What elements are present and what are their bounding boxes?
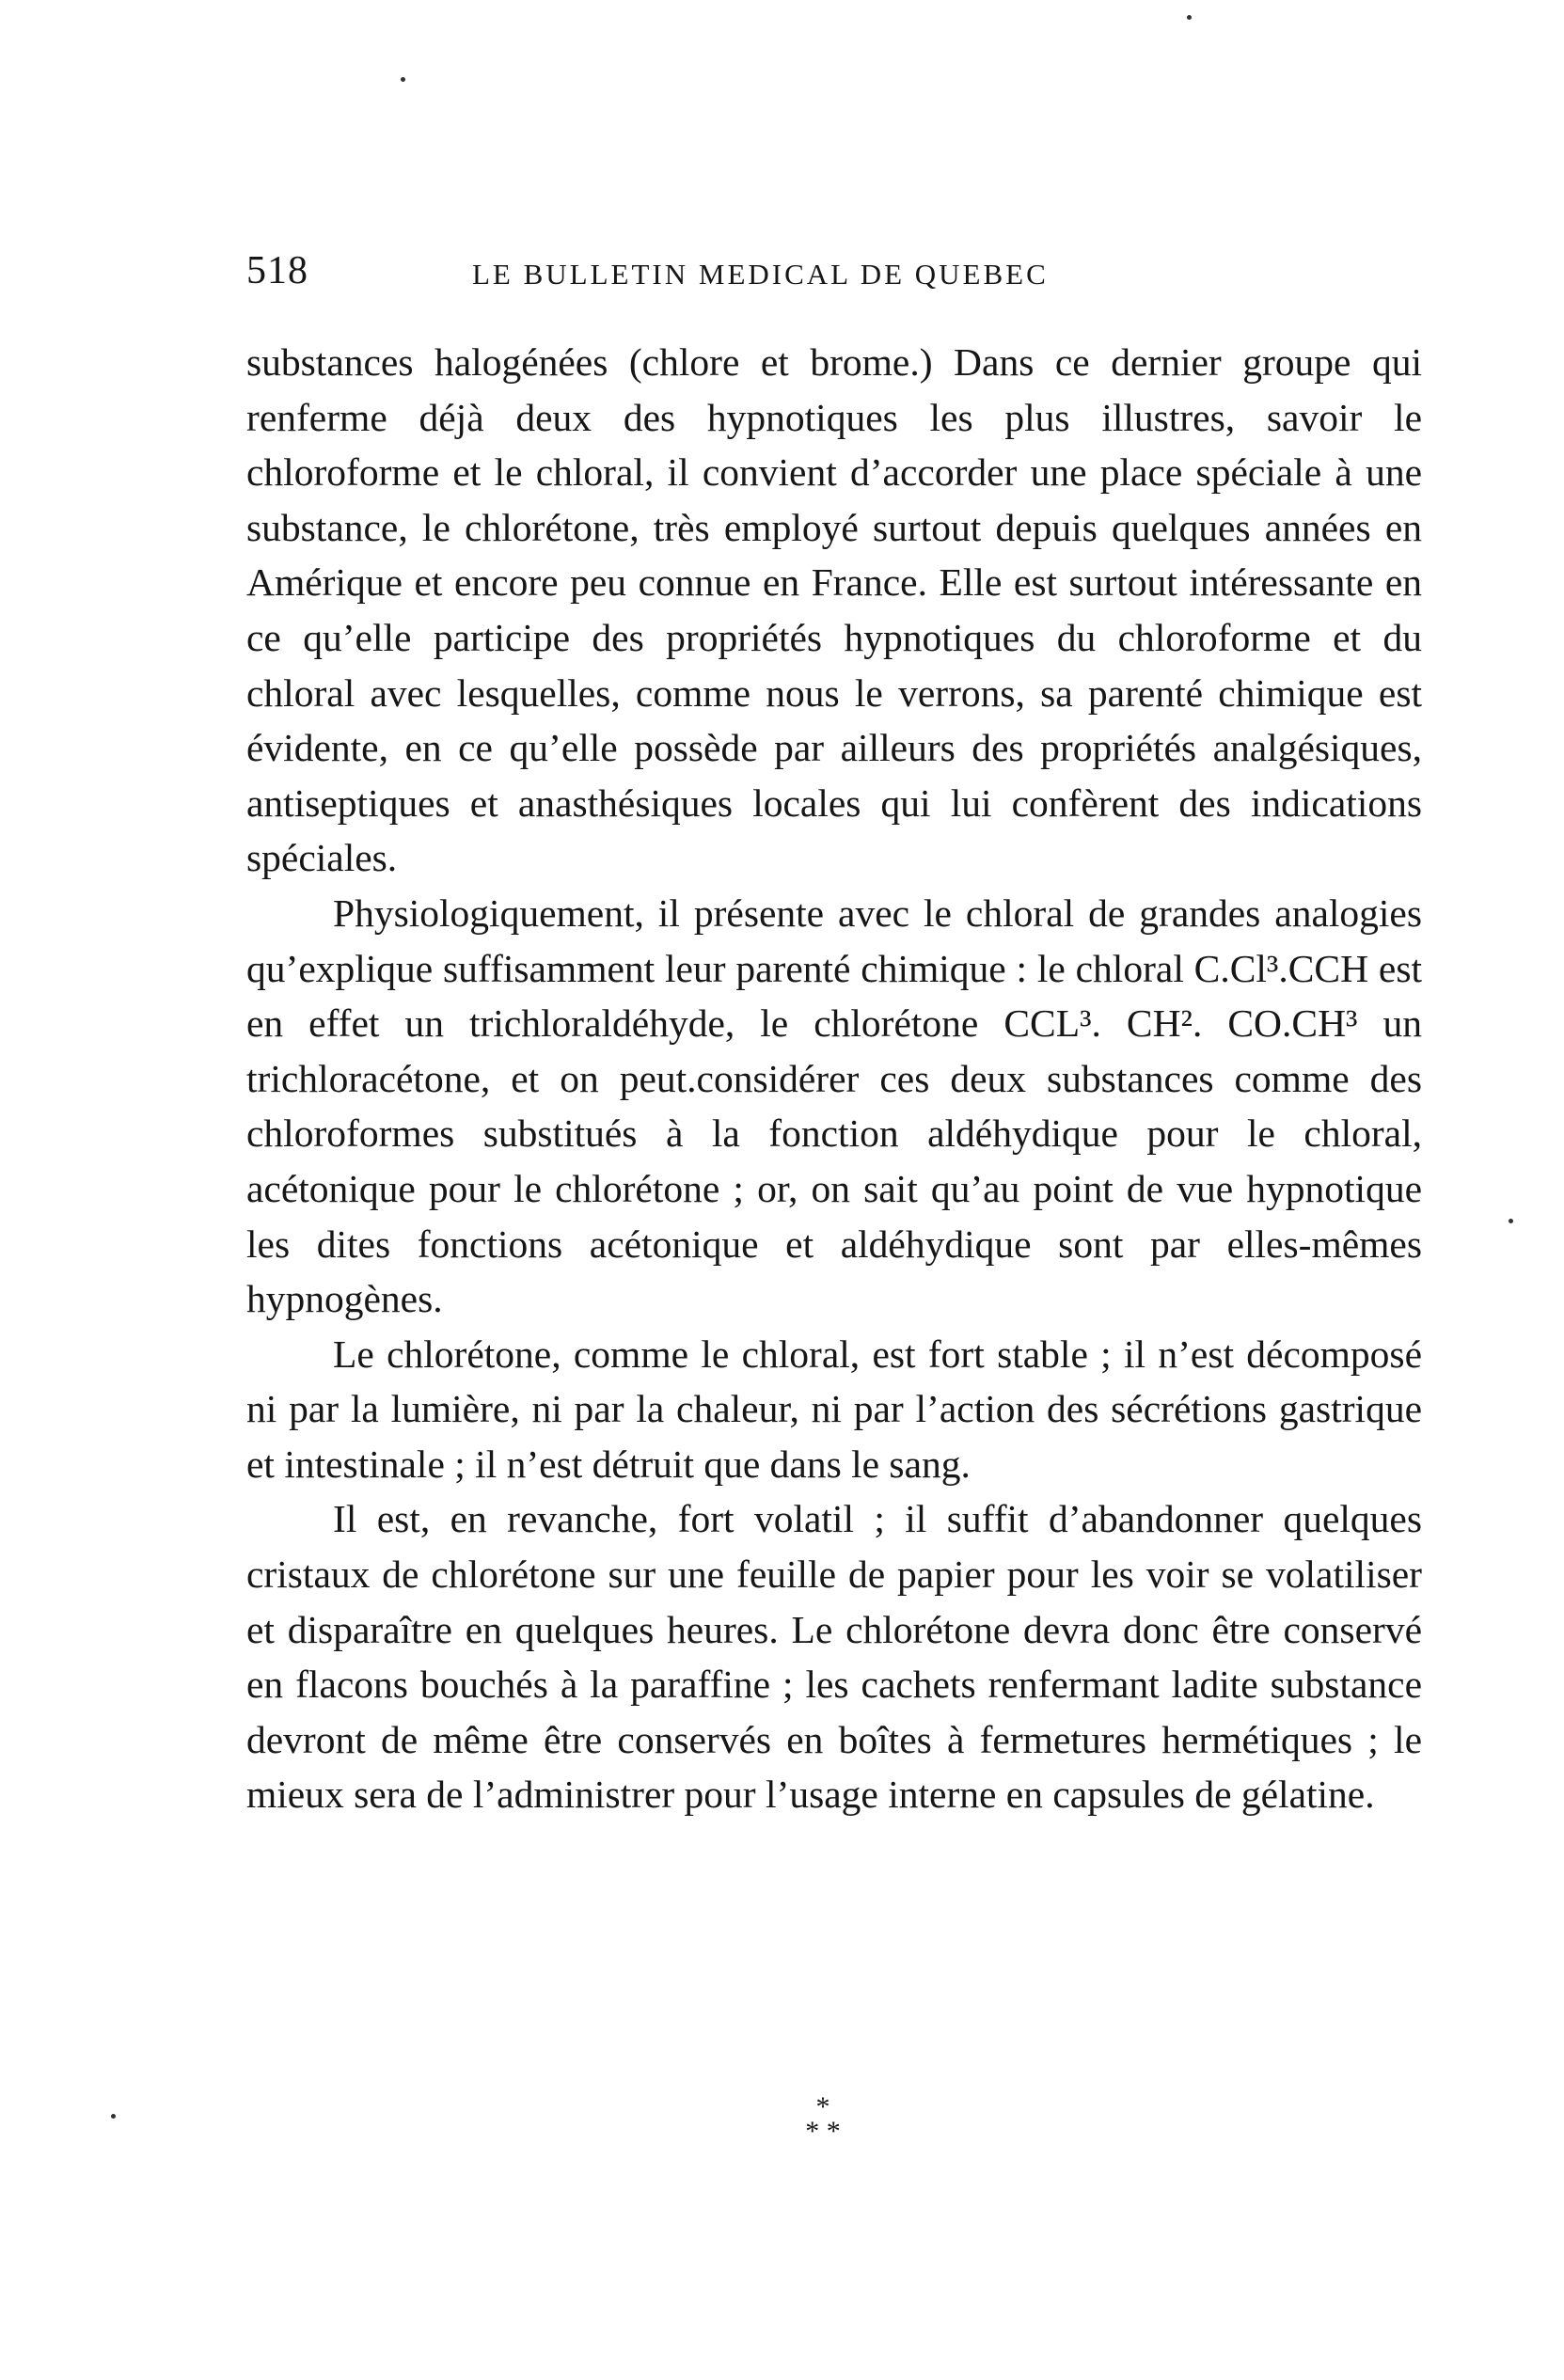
paragraph-4: Il est, en revanche, fort volatil ; il suffit d’abandonner quelques cristaux de chlorétone sur une feuille de papier pour les voir se volatiliser et disparaître en quelques heures. Le chlorétone devra donc être conservé en flacons bouchés à la paraffine ; les cachets renfermant ladite substance devront de même être conservés en boîtes à fermetures hermétiques ; le mieux sera de l’administrer pour l’usage interne en capsules de gélatine. bbox=[246, 1497, 1422, 1817]
ornament-bottom-asterisks: * * bbox=[805, 2116, 841, 2147]
scan-speck bbox=[401, 77, 405, 82]
section-ornament bbox=[771, 2091, 875, 2161]
page-number: 518 bbox=[246, 249, 308, 292]
running-head: LE BULLETIN MEDICAL DE QUEBEC bbox=[472, 258, 1049, 291]
scan-speck bbox=[1187, 15, 1192, 20]
paragraph-3: Le chlorétone, comme le chloral, est fort stable ; il n’est décomposé ni par la lumière, ni par la chaleur, ni par l’action des sécrétions gastrique et intestinale ; il n’est détruit que dans le sang. bbox=[246, 1332, 1422, 1486]
page-header bbox=[246, 243, 1206, 299]
body-text bbox=[246, 335, 1422, 1822]
ornament-top-asterisk: * bbox=[815, 2091, 830, 2122]
scan-speck bbox=[1509, 1219, 1513, 1223]
paragraph-1: substances halogénées (chlore et brome.) Dans ce dernier groupe qui renferme déjà deux des hypnotiques les plus illustres, savoir le chloroforme et le chloral, il convient d’accorder une place spéciale à une substance, le chlorétone, très employé surtout depuis quelques années en Amérique et encore peu connue en France. Elle est surtout intéressante en ce qu’elle participe des propriétés hypnotiques du chloroforme et du chloral avec lesquelles, comme nous le verrons, sa parenté chimique est évidente, en ce qu’elle possède par ailleurs des propriétés analgésiques, antiseptiques et anasthésiques locales qui lui confèrent des indications spéciales. bbox=[246, 340, 1422, 880]
scan-speck bbox=[111, 2114, 116, 2119]
paragraph-2: Physiologiquement, il présente avec le chloral de grandes analogies qu’explique suffisamment leur parenté chimique : le chloral C.Cl³.CCH est en effet un trichloraldéhyde, le chlorétone CCL³. CH². CO.CH³ un trichloracétone, et on peut.considérer ces deux substances comme des chloroformes substitués à la fonction aldéhydique pour le chloral, acétonique pour le chlorétone ; or, on sait qu’au point de vue hypnotique les dites fonctions acétonique et aldéhydique sont par elles-mêmes hypnogènes. bbox=[246, 891, 1422, 1321]
